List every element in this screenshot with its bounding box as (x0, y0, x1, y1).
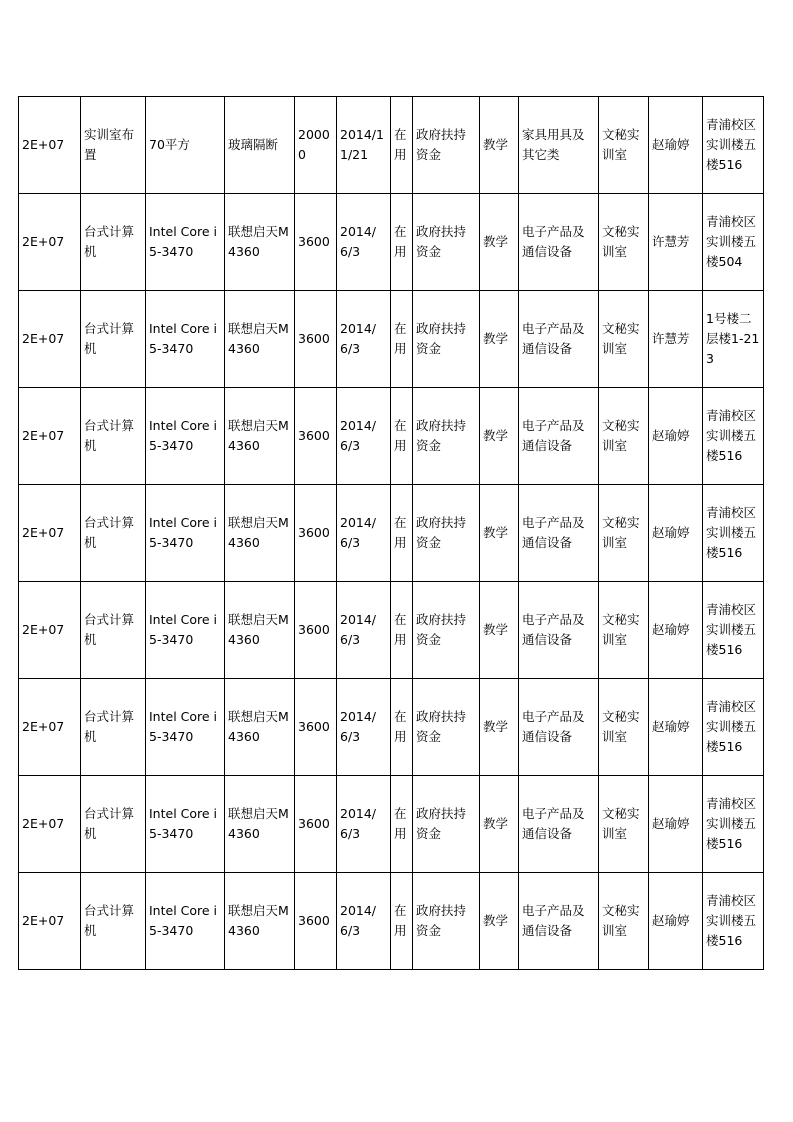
table-row (19, 679, 764, 776)
usage-cell: 教学 (480, 485, 519, 582)
table-row (19, 194, 764, 291)
status-cell: 在用 (391, 194, 413, 291)
model-cell: 玻璃隔断 (225, 97, 295, 194)
funding-source-cell: 政府扶持资金 (413, 679, 480, 776)
funding-source-cell: 政府扶持资金 (413, 582, 480, 679)
asset-inventory-table (18, 96, 764, 970)
category-cell: 电子产品及通信设备 (519, 776, 599, 873)
usage-cell: 教学 (480, 776, 519, 873)
spec-cell: Intel Core i5-3470 (146, 485, 225, 582)
usage-cell: 教学 (480, 388, 519, 485)
asset-code-cell: 2E+07 (19, 485, 81, 582)
department-cell: 文秘实训室 (599, 388, 649, 485)
asset-code-cell: 2E+07 (19, 97, 81, 194)
usage-cell: 教学 (480, 194, 519, 291)
funding-source-cell: 政府扶持资金 (413, 776, 480, 873)
custodian-cell: 许慧芳 (649, 194, 703, 291)
location-cell: 青浦校区实训楼五楼516 (703, 582, 764, 679)
funding-source-cell: 政府扶持资金 (413, 97, 480, 194)
category-cell: 电子产品及通信设备 (519, 485, 599, 582)
department-cell: 文秘实训室 (599, 582, 649, 679)
asset-name-cell: 台式计算机 (81, 194, 146, 291)
custodian-cell: 赵瑜婷 (649, 485, 703, 582)
funding-source-cell: 政府扶持资金 (413, 194, 480, 291)
asset-name-cell: 台式计算机 (81, 291, 146, 388)
department-cell: 文秘实训室 (599, 485, 649, 582)
funding-source-cell: 政府扶持资金 (413, 291, 480, 388)
custodian-cell: 赵瑜婷 (649, 679, 703, 776)
model-cell: 联想启天M4360 (225, 873, 295, 970)
model-cell: 联想启天M4360 (225, 485, 295, 582)
location-cell: 青浦校区实训楼五楼516 (703, 485, 764, 582)
status-cell: 在用 (391, 776, 413, 873)
status-cell: 在用 (391, 388, 413, 485)
model-cell: 联想启天M4360 (225, 679, 295, 776)
model-cell: 联想启天M4360 (225, 388, 295, 485)
purchase-date-cell: 2014/6/3 (337, 873, 391, 970)
table-row (19, 582, 764, 679)
category-cell: 电子产品及通信设备 (519, 194, 599, 291)
purchase-date-cell: 2014/6/3 (337, 582, 391, 679)
asset-code-cell: 2E+07 (19, 194, 81, 291)
spec-cell: Intel Core i5-3470 (146, 679, 225, 776)
purchase-date-cell: 2014/6/3 (337, 485, 391, 582)
purchase-date-cell: 2014/6/3 (337, 388, 391, 485)
funding-source-cell: 政府扶持资金 (413, 388, 480, 485)
department-cell: 文秘实训室 (599, 679, 649, 776)
price-cell: 3600 (295, 679, 337, 776)
asset-name-cell: 台式计算机 (81, 582, 146, 679)
asset-code-cell: 2E+07 (19, 873, 81, 970)
category-cell: 电子产品及通信设备 (519, 291, 599, 388)
custodian-cell: 赵瑜婷 (649, 388, 703, 485)
table-row (19, 485, 764, 582)
asset-name-cell: 台式计算机 (81, 388, 146, 485)
price-cell: 3600 (295, 291, 337, 388)
usage-cell: 教学 (480, 873, 519, 970)
price-cell: 3600 (295, 582, 337, 679)
purchase-date-cell: 2014/6/3 (337, 291, 391, 388)
table-body (19, 97, 764, 970)
department-cell: 文秘实训室 (599, 194, 649, 291)
department-cell: 文秘实训室 (599, 873, 649, 970)
custodian-cell: 许慧芳 (649, 291, 703, 388)
price-cell: 3600 (295, 388, 337, 485)
model-cell: 联想启天M4360 (225, 776, 295, 873)
spec-cell: Intel Core i5-3470 (146, 291, 225, 388)
custodian-cell: 赵瑜婷 (649, 97, 703, 194)
status-cell: 在用 (391, 582, 413, 679)
spec-cell: Intel Core i5-3470 (146, 582, 225, 679)
model-cell: 联想启天M4360 (225, 194, 295, 291)
usage-cell: 教学 (480, 97, 519, 194)
funding-source-cell: 政府扶持资金 (413, 485, 480, 582)
status-cell: 在用 (391, 291, 413, 388)
location-cell: 青浦校区实训楼五楼504 (703, 194, 764, 291)
usage-cell: 教学 (480, 679, 519, 776)
asset-code-cell: 2E+07 (19, 776, 81, 873)
status-cell: 在用 (391, 679, 413, 776)
department-cell: 文秘实训室 (599, 97, 649, 194)
status-cell: 在用 (391, 873, 413, 970)
department-cell: 文秘实训室 (599, 291, 649, 388)
price-cell: 20000 (295, 97, 337, 194)
category-cell: 电子产品及通信设备 (519, 582, 599, 679)
purchase-date-cell: 2014/11/21 (337, 97, 391, 194)
category-cell: 电子产品及通信设备 (519, 679, 599, 776)
price-cell: 3600 (295, 194, 337, 291)
asset-name-cell: 台式计算机 (81, 485, 146, 582)
spec-cell: Intel Core i5-3470 (146, 873, 225, 970)
spec-cell: 70平方 (146, 97, 225, 194)
spec-cell: Intel Core i5-3470 (146, 194, 225, 291)
custodian-cell: 赵瑜婷 (649, 582, 703, 679)
table-row (19, 388, 764, 485)
category-cell: 电子产品及通信设备 (519, 388, 599, 485)
funding-source-cell: 政府扶持资金 (413, 873, 480, 970)
asset-name-cell: 台式计算机 (81, 679, 146, 776)
custodian-cell: 赵瑜婷 (649, 776, 703, 873)
location-cell: 青浦校区实训楼五楼516 (703, 97, 764, 194)
asset-code-cell: 2E+07 (19, 679, 81, 776)
purchase-date-cell: 2014/6/3 (337, 776, 391, 873)
custodian-cell: 赵瑜婷 (649, 873, 703, 970)
spec-cell: Intel Core i5-3470 (146, 776, 225, 873)
purchase-date-cell: 2014/6/3 (337, 679, 391, 776)
model-cell: 联想启天M4360 (225, 291, 295, 388)
status-cell: 在用 (391, 485, 413, 582)
table-row (19, 97, 764, 194)
location-cell: 青浦校区实训楼五楼516 (703, 776, 764, 873)
table-row (19, 291, 764, 388)
asset-name-cell: 台式计算机 (81, 873, 146, 970)
asset-code-cell: 2E+07 (19, 582, 81, 679)
model-cell: 联想启天M4360 (225, 582, 295, 679)
table-row (19, 776, 764, 873)
price-cell: 3600 (295, 873, 337, 970)
asset-name-cell: 实训室布置 (81, 97, 146, 194)
department-cell: 文秘实训室 (599, 776, 649, 873)
asset-code-cell: 2E+07 (19, 291, 81, 388)
usage-cell: 教学 (480, 582, 519, 679)
location-cell: 青浦校区实训楼五楼516 (703, 388, 764, 485)
spec-cell: Intel Core i5-3470 (146, 388, 225, 485)
category-cell: 家具用具及其它类 (519, 97, 599, 194)
location-cell: 1号楼二层楼1-213 (703, 291, 764, 388)
category-cell: 电子产品及通信设备 (519, 873, 599, 970)
usage-cell: 教学 (480, 291, 519, 388)
table-row (19, 873, 764, 970)
asset-name-cell: 台式计算机 (81, 776, 146, 873)
status-cell: 在用 (391, 97, 413, 194)
price-cell: 3600 (295, 776, 337, 873)
location-cell: 青浦校区实训楼五楼516 (703, 873, 764, 970)
asset-code-cell: 2E+07 (19, 388, 81, 485)
location-cell: 青浦校区实训楼五楼516 (703, 679, 764, 776)
purchase-date-cell: 2014/6/3 (337, 194, 391, 291)
price-cell: 3600 (295, 485, 337, 582)
